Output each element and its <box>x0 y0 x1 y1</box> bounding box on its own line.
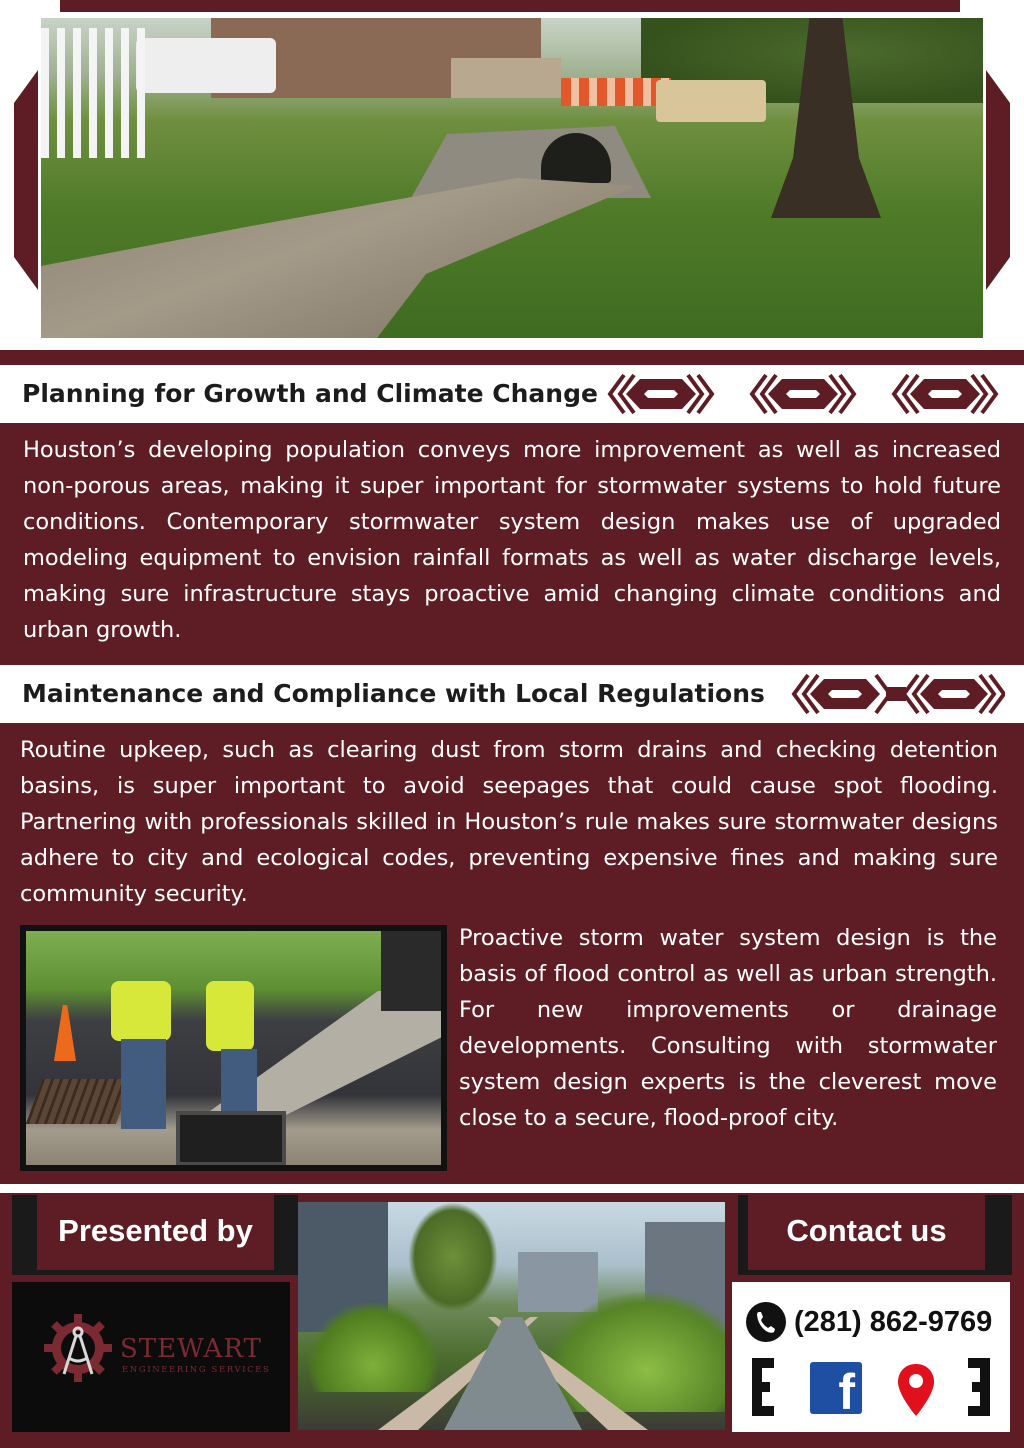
hero-right-tab <box>986 70 1010 290</box>
phone-number[interactable]: (281) 862-9769 <box>794 1306 993 1338</box>
company-logo <box>12 1282 290 1432</box>
canal-photo-green-infrastructure <box>298 1202 725 1430</box>
photo-fence <box>41 28 146 158</box>
photo-plants-left <box>308 1302 438 1392</box>
bracket-left-decoration <box>748 1356 778 1418</box>
presented-by-label: Presented by <box>37 1195 274 1270</box>
canal-photo-frame <box>298 1202 725 1430</box>
location-pin-icon[interactable] <box>896 1362 936 1418</box>
photo-truck <box>381 931 441 1011</box>
contact-panel <box>732 1282 1010 1432</box>
photo-worker-2-vest <box>206 981 254 1051</box>
hero-photo-drainage-culvert <box>41 18 983 338</box>
hero-left-tab <box>14 70 38 290</box>
gear-compass-logo-icon <box>42 1312 114 1384</box>
facebook-icon[interactable]: f <box>810 1362 862 1414</box>
photo-catch-basin <box>176 1111 286 1165</box>
hero-section <box>0 0 1024 350</box>
photo-traffic-cone <box>54 1005 76 1061</box>
photo-traffic-cones <box>561 78 671 106</box>
section-1-arrows <box>606 371 1006 417</box>
hero-top-bar <box>60 0 960 12</box>
photo-worker-1-jeans <box>121 1039 166 1129</box>
workers-photo-frame <box>20 925 447 1171</box>
photo-water-stream <box>41 178 741 338</box>
section-2-header <box>0 665 1024 723</box>
photo-tree <box>408 1202 498 1312</box>
section-1-header <box>0 365 1024 423</box>
photo-house-2 <box>451 58 561 98</box>
footer-separator <box>0 1184 1024 1193</box>
section-2-title: Maintenance and Compliance with Local Regulations <box>22 679 765 708</box>
chevron-arrow-icon <box>606 371 1006 417</box>
photo-worker-1-vest <box>111 981 171 1041</box>
bracket-right-decoration <box>964 1356 994 1418</box>
logo-company-subtitle: ENGINEERING SERVICES <box>122 1365 271 1375</box>
photo-storm-grate <box>26 1079 132 1124</box>
section-2-body: Routine upkeep, such as clearing dust from storm drains and checking detention basins, is super important to avoid seepages that could cause spot flooding. Partnering with professionals skilled in Houston’s rule makes sure stormwater designs adhere to city and ecological codes, preventing expensive fines and making sure community security. <box>20 737 998 907</box>
photo-barrier <box>656 80 766 122</box>
photo-truck <box>136 38 276 93</box>
phone-icon[interactable] <box>746 1302 786 1342</box>
section-2-side-text: Proactive storm water system design is the basis of flood control as well as urban strength. For new improvements or drainage developments. Consulting with stormwater system design experts is the cleverest move close to a secure, flood-proof city. <box>459 925 997 1131</box>
logo-company-name: STEWART <box>120 1334 262 1364</box>
section-1-title: Planning for Growth and Climate Change <box>22 379 598 408</box>
section-1-body: Houston’s developing population conveys more improvement as well as increased non-porous areas, making it super important for stormwater systems to hold future conditions. Contemporary stormwater system design makes use of upgraded modeling equipment to envision rainfall formats as well as water discharge levels, making sure infrastructure stays proactive amid changing climate conditions and urban growth. <box>23 437 1001 643</box>
section-2-arrows <box>790 671 1005 717</box>
workers-photo-storm-drain <box>26 931 441 1165</box>
chevron-arrow-icon <box>790 671 1005 717</box>
contact-us-label: Contact us <box>748 1195 985 1270</box>
